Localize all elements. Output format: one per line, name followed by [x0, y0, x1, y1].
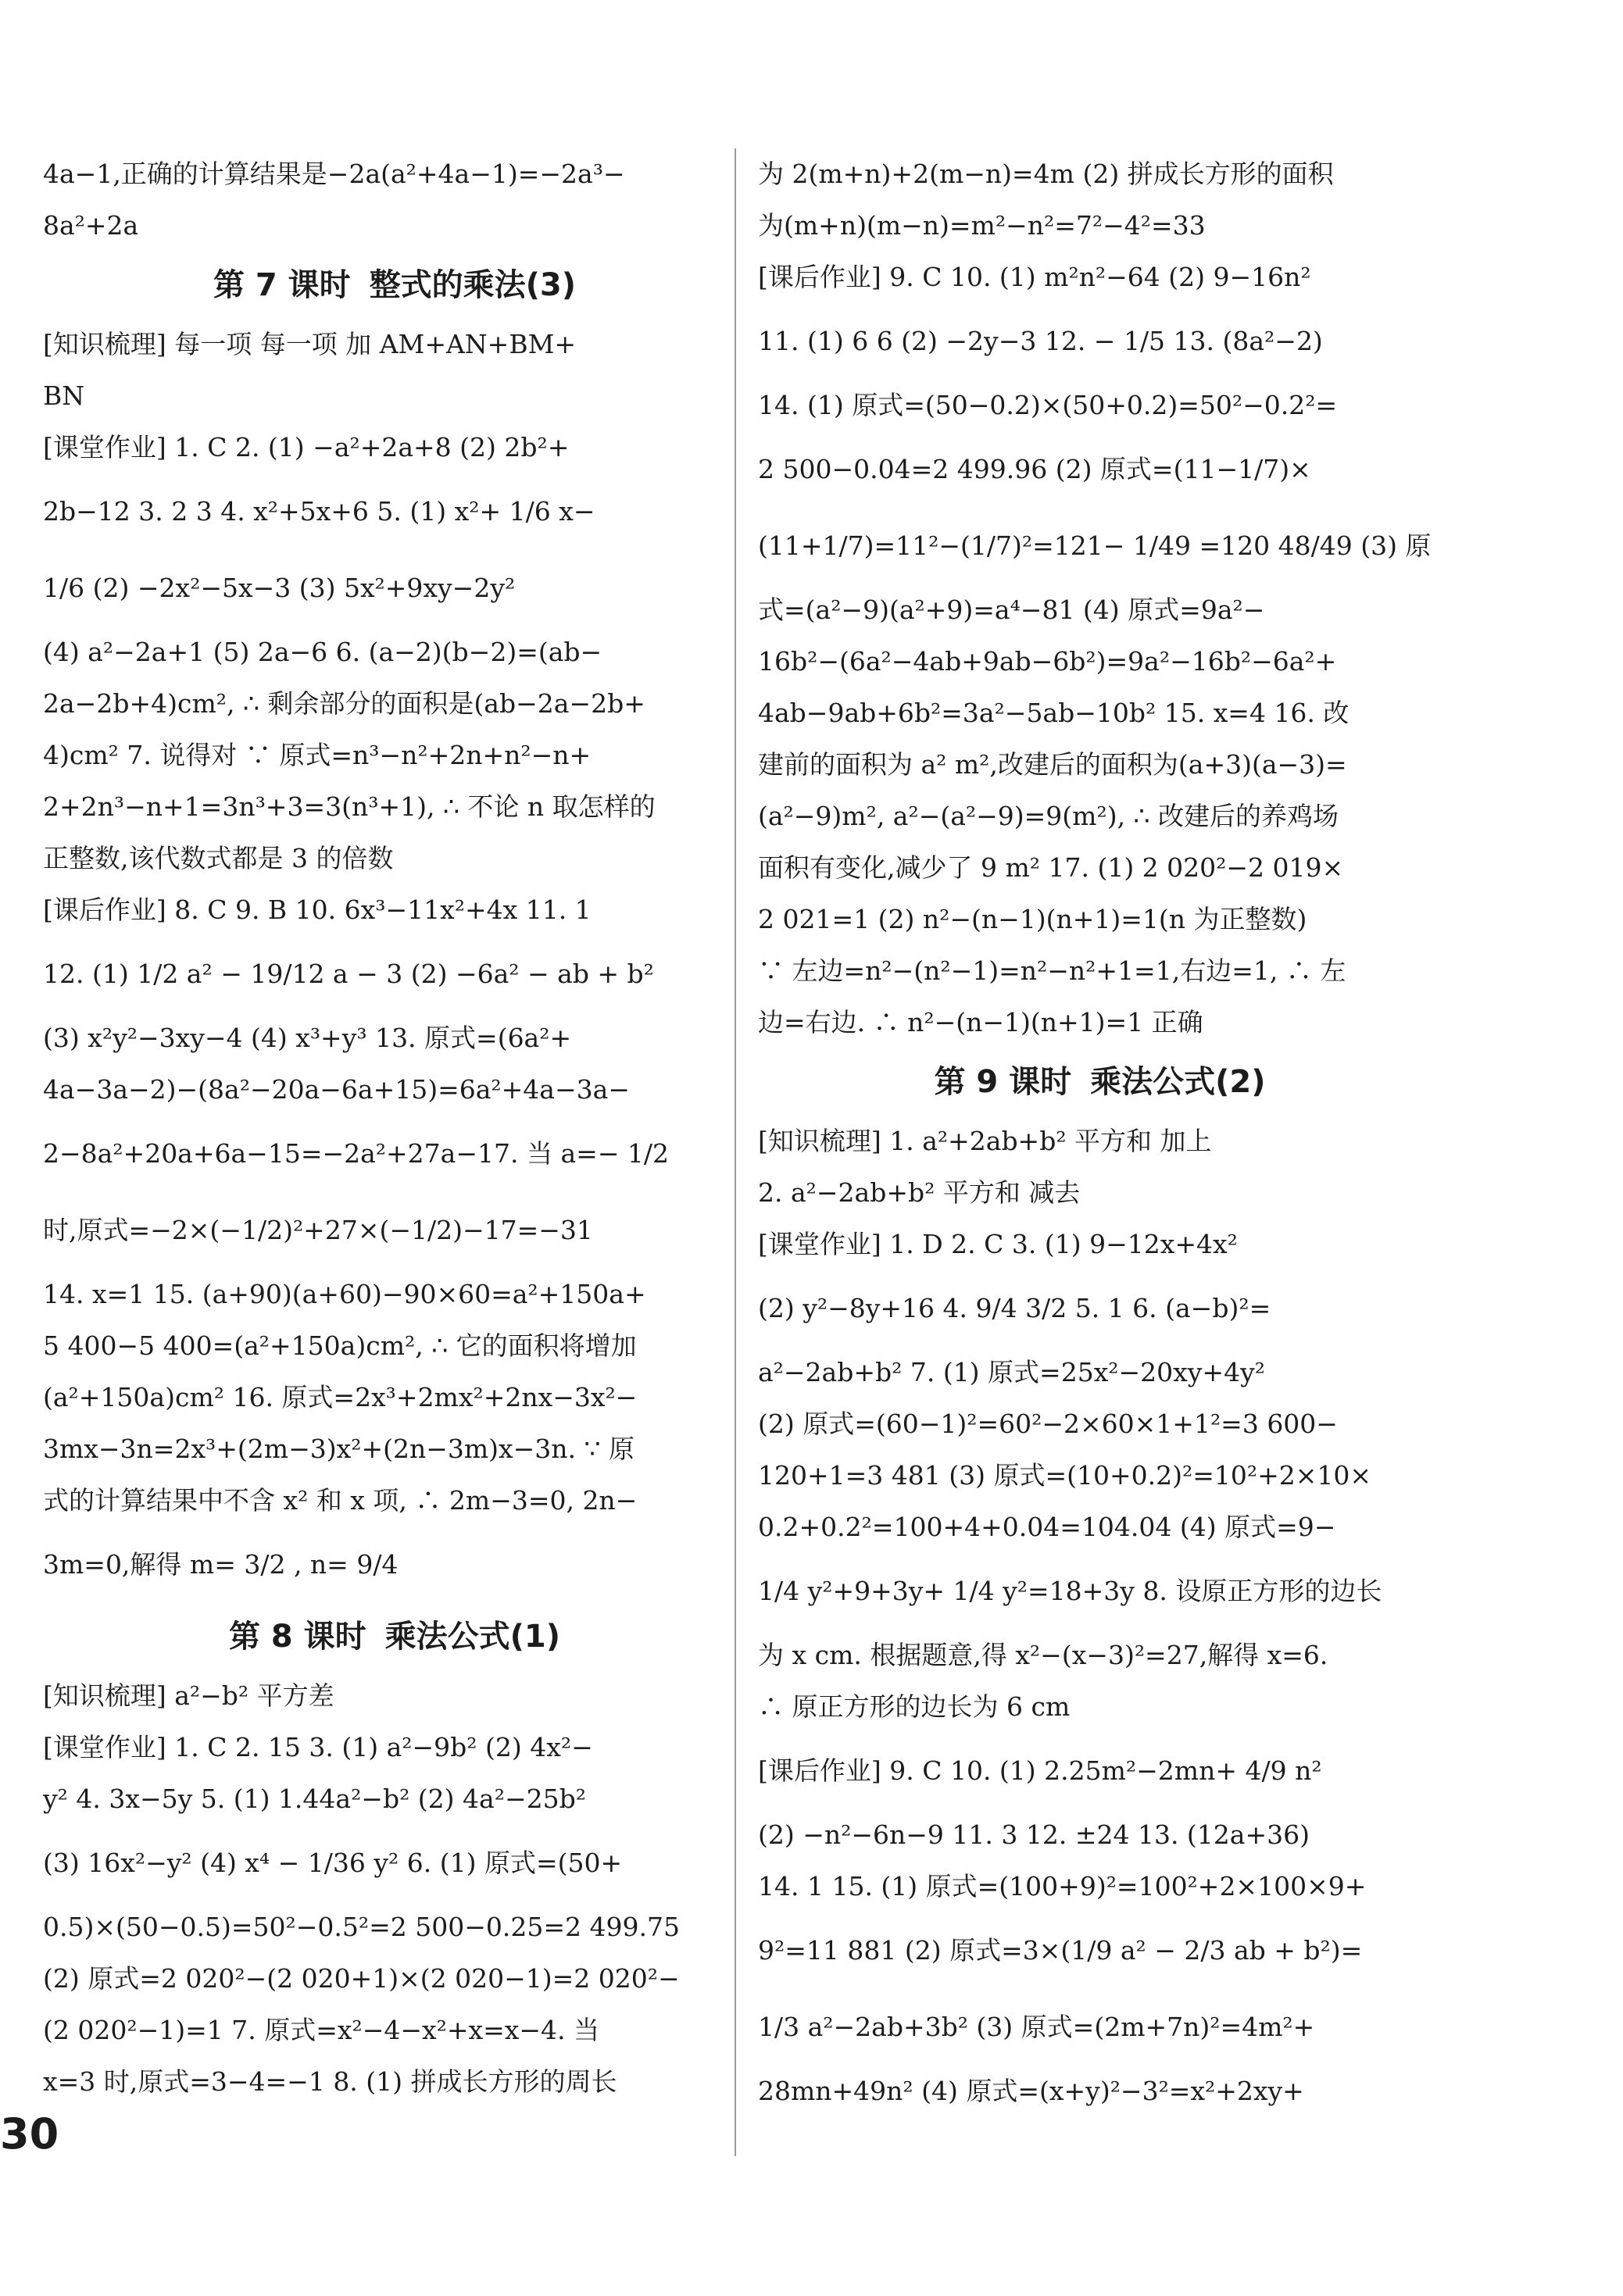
right-column — [758, 148, 1442, 2117]
answer-line: (a²−9)m², a²−(a²−9)=9(m²), ∴ 改建后的养鸡场 — [758, 801, 1339, 831]
lesson-heading — [43, 256, 746, 314]
answer-line: [课后作业] 9. C 10. (1) 2.25m²−2mn+ 4/9 n² — [758, 1755, 1322, 1786]
lesson-subtitle: 整式的乘法(3) — [369, 267, 577, 303]
answer-line: 为 2(m+n)+2(m−n)=4m (2) 拼成长方形的面积 — [758, 159, 1334, 189]
answer-line: y² 4. 3x−5y 5. (1) 1.44a²−b² (2) 4a²−25b² — [43, 1784, 586, 1814]
answer-line: 边=右边. ∴ n²−(n−1)(n+1)=1 正确 — [758, 1007, 1203, 1037]
answer-line: 2. a²−2ab+b² 平方和 减去 — [758, 1177, 1081, 1208]
answer-line: 14. (1) 原式=(50−0.2)×(50+0.2)=50²−0.2²= — [758, 390, 1338, 420]
answer-line: BN — [43, 380, 85, 411]
answer-line: 4a−1,正确的计算结果是−2a(a²+4a−1)=−2a³− — [43, 159, 625, 189]
answer-line: 2 500−0.04=2 499.96 (2) 原式=(11−1/7)× — [758, 454, 1311, 484]
answer-line: [知识梳理] 每一项 每一项 加 AM+AN+BM+ — [43, 329, 577, 359]
answer-line: 式的计算结果中不含 x² 和 x 项, ∴ 2m−3=0, 2n− — [43, 1485, 638, 1516]
answer-line: (a²+150a)cm² 16. 原式=2x³+2mx²+2nx−3x²− — [43, 1382, 638, 1412]
answer-line: a²−2ab+b² 7. (1) 原式=25x²−20xy+4y² — [758, 1357, 1265, 1387]
answer-line: 2−8a²+20a+6a−15=−2a²+27a−17. 当 a=− 1/2 — [43, 1138, 670, 1169]
lesson-heading — [43, 1608, 746, 1666]
answer-line: 8a²+2a — [43, 210, 139, 241]
answer-line: (3) x²y²−3xy−4 (4) x³+y³ 13. 原式=(6a²+ — [43, 1023, 572, 1053]
answer-line: 为(m+n)(m−n)=m²−n²=7²−4²=33 — [758, 210, 1206, 241]
answer-line: 2b−12 3. 2 3 4. x²+5x+6 5. (1) x²+ 1/6 x− — [43, 496, 595, 527]
answer-line: [课堂作业] 1. D 2. C 3. (1) 9−12x+4x² — [758, 1229, 1238, 1259]
column-divider — [735, 148, 736, 2156]
answer-line: 3mx−3n=2x³+(2m−3)x²+(2n−3m)x−3n. ∵ 原 — [43, 1434, 635, 1464]
answer-line: (2) 原式=2 020²−(2 020+1)×(2 020−1)=2 020²− — [43, 1963, 680, 1994]
answer-line: 4ab−9ab+6b²=3a²−5ab−10b² 15. x=4 16. 改 — [758, 698, 1350, 728]
lesson-title: 第 7 课时 — [213, 267, 351, 303]
answer-line: 1/3 a²−2ab+3b² (3) 原式=(2m+7n)²=4m²+ — [758, 2012, 1315, 2042]
left-column — [43, 148, 746, 2108]
answer-line: (3) 16x²−y² (4) x⁴ − 1/36 y² 6. (1) 原式=(50+ — [43, 1848, 623, 1878]
answer-line: 4)cm² 7. 说得对 ∵ 原式=n³−n²+2n+n²−n+ — [43, 740, 592, 770]
lesson-subtitle: 乘法公式(2) — [1090, 1064, 1266, 1100]
answer-line: 1/6 (2) −2x²−5x−3 (3) 5x²+9xy−2y² — [43, 573, 516, 603]
answer-line: ∵ 左边=n²−(n²−1)=n²−n²+1=1,右边=1, ∴ 左 — [758, 955, 1346, 986]
answer-line: [课后作业] 8. C 9. B 10. 6x³−11x²+4x 11. 1 — [43, 894, 592, 925]
answer-line: (2) −n²−6n−9 11. 3 12. ±24 13. (12a+36) — [758, 1819, 1310, 1850]
page-number: 30 — [0, 2109, 59, 2159]
answer-line: 4a−3a−2)−(8a²−20a−6a+15)=6a²+4a−3a− — [43, 1074, 630, 1105]
answer-line: [课堂作业] 1. C 2. 15 3. (1) a²−9b² (2) 4x²− — [43, 1732, 593, 1762]
lesson-title: 第 8 课时 — [228, 1619, 366, 1655]
answer-line: 时,原式=−2×(−1/2)²+27×(−1/2)−17=−31 — [43, 1215, 593, 1245]
answer-line: 0.5)×(50−0.5)=50²−0.5²=2 500−0.25=2 499.75 — [43, 1912, 680, 1942]
answer-line: 12. (1) 1/2 a² − 19/12 a − 3 (2) −6a² − ab + b² — [43, 959, 654, 989]
answer-line: 2 021=1 (2) n²−(n−1)(n+1)=1(n 为正整数) — [758, 904, 1307, 934]
answer-line: (11+1/7)=11²−(1/7)²=121− 1/49 =120 48/49 (3) 原 — [758, 530, 1432, 561]
answer-line: [课后作业] 9. C 10. (1) m²n²−64 (2) 9−16n² — [758, 262, 1311, 292]
answer-line: 0.2+0.2²=100+4+0.04=104.04 (4) 原式=9− — [758, 1512, 1336, 1542]
answer-line: 28mn+49n² (4) 原式=(x+y)²−3²=x²+2xy+ — [758, 2076, 1304, 2106]
answer-line: ∴ 原正方形的边长为 6 cm — [758, 1691, 1071, 1722]
answer-line: 14. x=1 15. (a+90)(a+60)−90×60=a²+150a+ — [43, 1279, 646, 1309]
answer-line: (2 020²−1)=1 7. 原式=x²−4−x²+x=x−4. 当 — [43, 2015, 599, 2045]
answer-line: (2) y²−8y+16 4. 9/4 3/2 5. 1 6. (a−b)²= — [758, 1293, 1271, 1323]
lesson-subtitle: 乘法公式(1) — [384, 1619, 561, 1655]
answer-line: 2+2n³−n+1=3n³+3=3(n³+1), ∴ 不论 n 取怎样的 — [43, 791, 656, 822]
answer-line: 14. 1 15. (1) 原式=(100+9)²=100²+2×100×9+ — [758, 1871, 1367, 1901]
answer-line: 3m=0,解得 m= 3/2 , n= 9/4 — [43, 1549, 399, 1580]
answer-line: 2a−2b+4)cm², ∴ 剩余部分的面积是(ab−2a−2b+ — [43, 688, 645, 719]
answer-line: 9²=11 881 (2) 原式=3×(1/9 a² − 2/3 ab + b²)= — [758, 1935, 1363, 1966]
answer-line: [知识梳理] 1. a²+2ab+b² 平方和 加上 — [758, 1126, 1212, 1156]
lesson-heading — [758, 1053, 1442, 1111]
answer-line: 面积有变化,减少了 9 m² 17. (1) 2 020²−2 019× — [758, 852, 1344, 883]
answer-line: 正整数,该代数式都是 3 的倍数 — [43, 843, 394, 873]
answer-line: (4) a²−2a+1 (5) 2a−6 6. (a−2)(b−2)=(ab− — [43, 637, 602, 667]
answer-line: 11. (1) 6 6 (2) −2y−3 12. − 1/5 13. (8a²−2) — [758, 326, 1323, 356]
answer-line: 120+1=3 481 (3) 原式=(10+0.2)²=10²+2×10× — [758, 1460, 1372, 1491]
answer-line: 16b²−(6a²−4ab+9ab−6b²)=9a²−16b²−6a²+ — [758, 646, 1337, 677]
answer-line: 式=(a²−9)(a²+9)=a⁴−81 (4) 原式=9a²− — [758, 595, 1265, 625]
answer-line: 1/4 y²+9+3y+ 1/4 y²=18+3y 8. 设原正方形的边长 — [758, 1576, 1382, 1606]
lesson-title: 第 9 课时 — [934, 1064, 1072, 1100]
answer-line: (2) 原式=(60−1)²=60²−2×60×1+1²=3 600− — [758, 1409, 1338, 1439]
answer-line: x=3 时,原式=3−4=−1 8. (1) 拼成长方形的周长 — [43, 2066, 617, 2097]
answer-line: 5 400−5 400=(a²+150a)cm², ∴ 它的面积将增加 — [43, 1330, 637, 1361]
answer-line: 建前的面积为 a² m²,改建后的面积为(a+3)(a−3)= — [758, 749, 1347, 780]
answer-line: [课堂作业] 1. C 2. (1) −a²+2a+8 (2) 2b²+ — [43, 432, 570, 462]
answer-line: 为 x cm. 根据题意,得 x²−(x−3)²=27,解得 x=6. — [758, 1640, 1328, 1670]
answer-line: [知识梳理] a²−b² 平方差 — [43, 1680, 334, 1711]
